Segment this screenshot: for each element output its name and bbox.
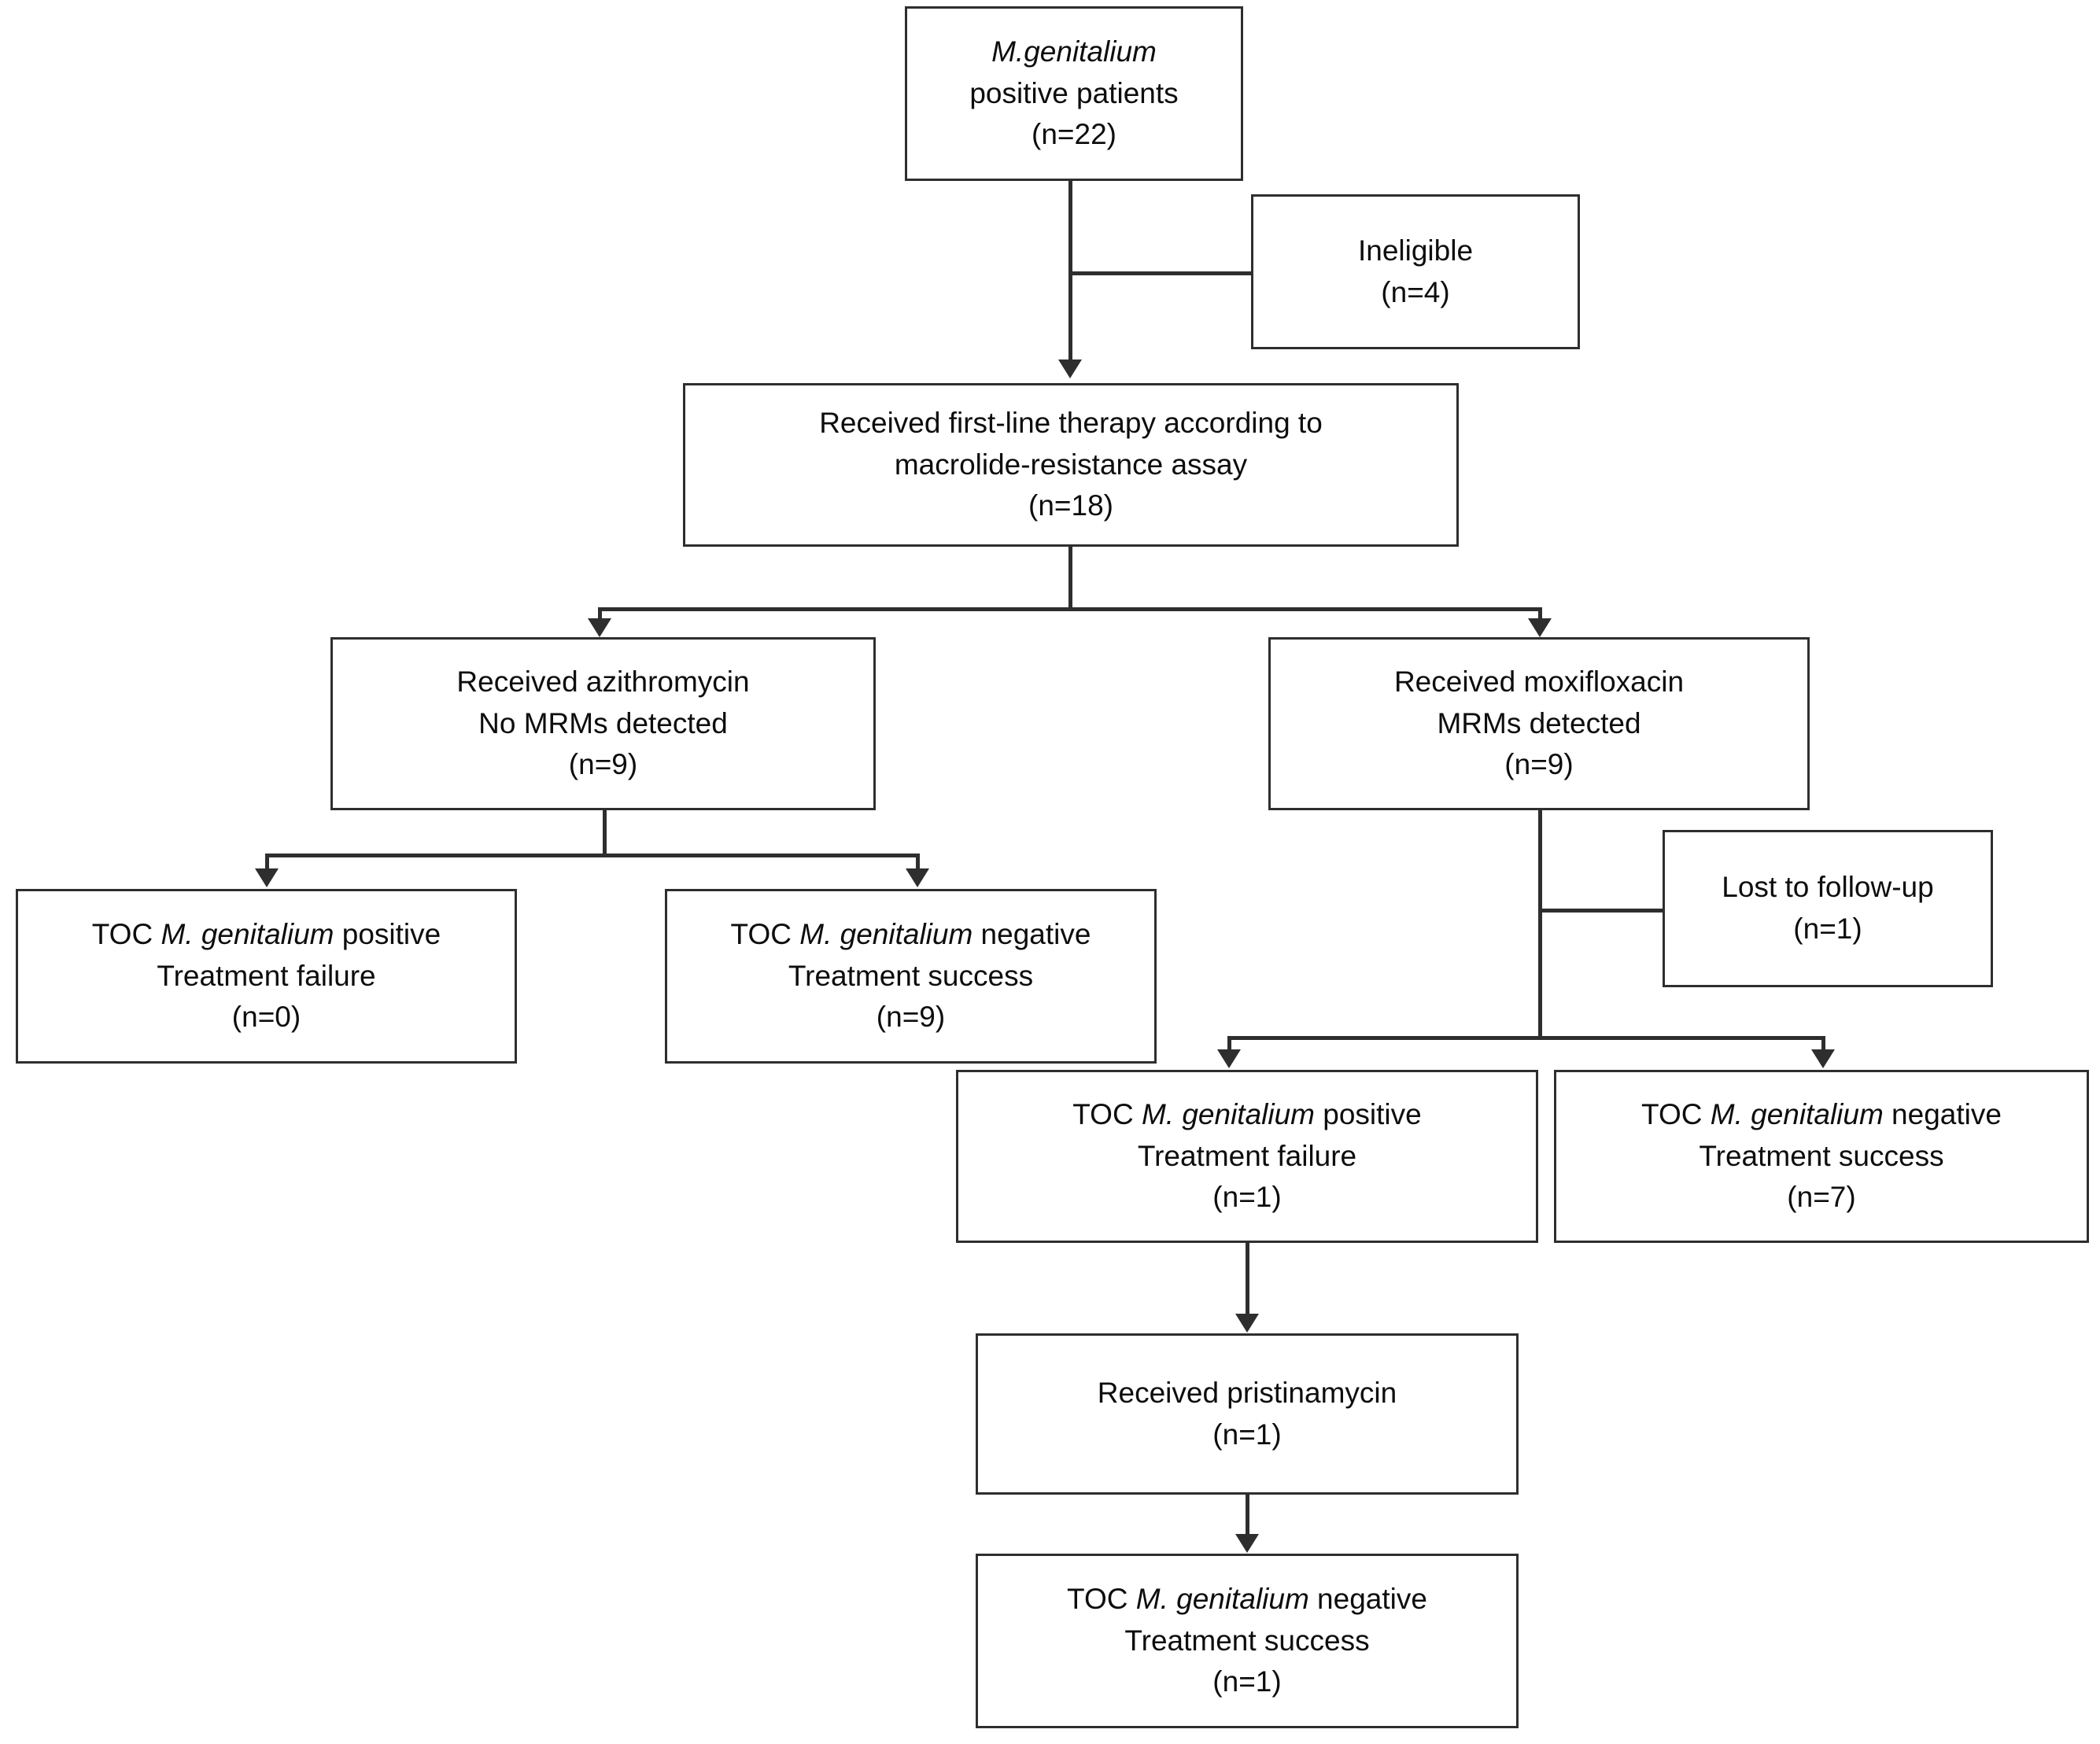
connector-bus-to-azi-toc-negative xyxy=(916,854,920,869)
node-moxi-toc-positive-line3: (n=1) xyxy=(1212,1181,1282,1214)
node-received-azithromycin xyxy=(330,637,876,810)
connector-firstline-to-bus xyxy=(1068,547,1072,610)
node-positive-patients-line2: positive patients xyxy=(969,76,1179,109)
node-received-moxifloxacin-line3: (n=9) xyxy=(1504,748,1574,781)
connector-bus-to-moxi-toc-negative xyxy=(1821,1036,1825,1050)
arrow-positive-to-firstline xyxy=(1058,359,1082,378)
node-pristinamycin-toc-negative xyxy=(976,1554,1519,1728)
node-moxi-toc-negative-line1: TOC M. genitalium negative xyxy=(1641,1098,2002,1131)
connector-bus-to-moxi-toc-positive xyxy=(1227,1036,1231,1050)
node-azi-toc-negative xyxy=(665,889,1157,1064)
node-azi-toc-positive-line1: TOC M. genitalium positive xyxy=(91,918,441,951)
connector-bus-to-azi-toc-positive xyxy=(265,854,269,869)
node-moxi-toc-positive-line1: TOC M. genitalium positive xyxy=(1072,1098,1422,1131)
connector-trunk-to-ineligible xyxy=(1068,271,1251,275)
arrow-moxi-positive-to-pristinamycin xyxy=(1235,1314,1259,1333)
node-ineligible-line2: (n=4) xyxy=(1381,275,1450,308)
node-moxi-toc-positive-line2: Treatment failure xyxy=(1137,1139,1357,1172)
arrow-bus-to-moxi-toc-positive xyxy=(1217,1049,1241,1068)
node-lost-to-follow-up-line2: (n=1) xyxy=(1793,913,1862,945)
node-moxi-toc-negative-line3: (n=7) xyxy=(1787,1181,1856,1214)
node-azi-toc-negative-line3: (n=9) xyxy=(876,1001,946,1034)
arrow-bus-to-azi-toc-positive xyxy=(255,868,279,887)
connector-moxi-to-lost-follow-up xyxy=(1538,909,1664,913)
node-received-pristinamycin-line1: Received pristinamycin xyxy=(1097,1376,1397,1409)
node-received-azithromycin-line1: Received azithromycin xyxy=(456,666,750,699)
node-azi-toc-negative-line1: TOC M. genitalium negative xyxy=(730,918,1091,951)
arrow-bus-to-azi-toc-negative xyxy=(906,868,929,887)
node-first-line-therapy-line1: Received first-line therapy according to xyxy=(819,407,1323,440)
node-received-pristinamycin xyxy=(976,1333,1519,1495)
node-azi-toc-negative-line2: Treatment success xyxy=(788,959,1034,992)
node-received-azithromycin-line3: (n=9) xyxy=(568,748,638,781)
node-first-line-therapy xyxy=(683,383,1459,547)
connector-moxi-trunk xyxy=(1538,810,1542,1038)
node-received-pristinamycin-line2: (n=1) xyxy=(1212,1418,1282,1451)
node-received-moxifloxacin xyxy=(1268,637,1810,810)
node-received-moxifloxacin-line1: Received moxifloxacin xyxy=(1393,666,1685,699)
node-positive-patients-line3: (n=22) xyxy=(1032,118,1116,151)
node-ineligible-line1: Ineligible xyxy=(1357,234,1474,267)
arrow-bus-to-moxi-toc-negative xyxy=(1811,1049,1835,1068)
connector-pristinamycin-to-toc-negative xyxy=(1246,1495,1249,1536)
node-first-line-therapy-line2: macrolide-resistance assay xyxy=(894,448,1248,481)
node-ineligible xyxy=(1251,194,1580,349)
node-azi-toc-positive xyxy=(16,889,517,1064)
arrow-pristinamycin-to-toc-negative xyxy=(1235,1534,1259,1553)
node-positive-patients xyxy=(905,6,1243,181)
connector-moxi-positive-to-pristinamycin xyxy=(1246,1243,1249,1315)
node-moxi-toc-positive xyxy=(956,1070,1538,1243)
connector-azi-sub-bus xyxy=(265,854,920,857)
node-received-moxifloxacin-line2: MRMs detected xyxy=(1437,706,1641,739)
node-pristinamycin-toc-negative-line1: TOC M. genitalium negative xyxy=(1067,1583,1427,1616)
node-first-line-therapy-line3: (n=18) xyxy=(1028,489,1113,522)
arrow-bus-to-azithromycin xyxy=(588,618,611,637)
node-pristinamycin-toc-negative-line2: Treatment success xyxy=(1124,1624,1370,1657)
arrow-bus-to-moxifloxacin xyxy=(1528,618,1552,637)
node-azi-toc-positive-line3: (n=0) xyxy=(231,1001,301,1034)
connector-azi-to-bus xyxy=(603,810,607,856)
node-moxi-toc-negative-line2: Treatment success xyxy=(1699,1139,1944,1172)
connector-moxi-sub-bus xyxy=(1227,1036,1825,1040)
connector-split-bus xyxy=(598,607,1542,611)
node-lost-to-follow-up-line1: Lost to follow-up xyxy=(1722,871,1934,904)
node-lost-to-follow-up xyxy=(1663,830,1993,987)
node-moxi-toc-negative xyxy=(1554,1070,2089,1243)
node-pristinamycin-toc-negative-line3: (n=1) xyxy=(1212,1665,1282,1698)
node-positive-patients-line1: M.genitalium xyxy=(991,35,1157,68)
node-azi-toc-positive-line2: Treatment failure xyxy=(157,959,376,992)
connector-positive-to-firstline xyxy=(1068,181,1072,359)
node-received-azithromycin-line2: No MRMs detected xyxy=(478,706,728,739)
